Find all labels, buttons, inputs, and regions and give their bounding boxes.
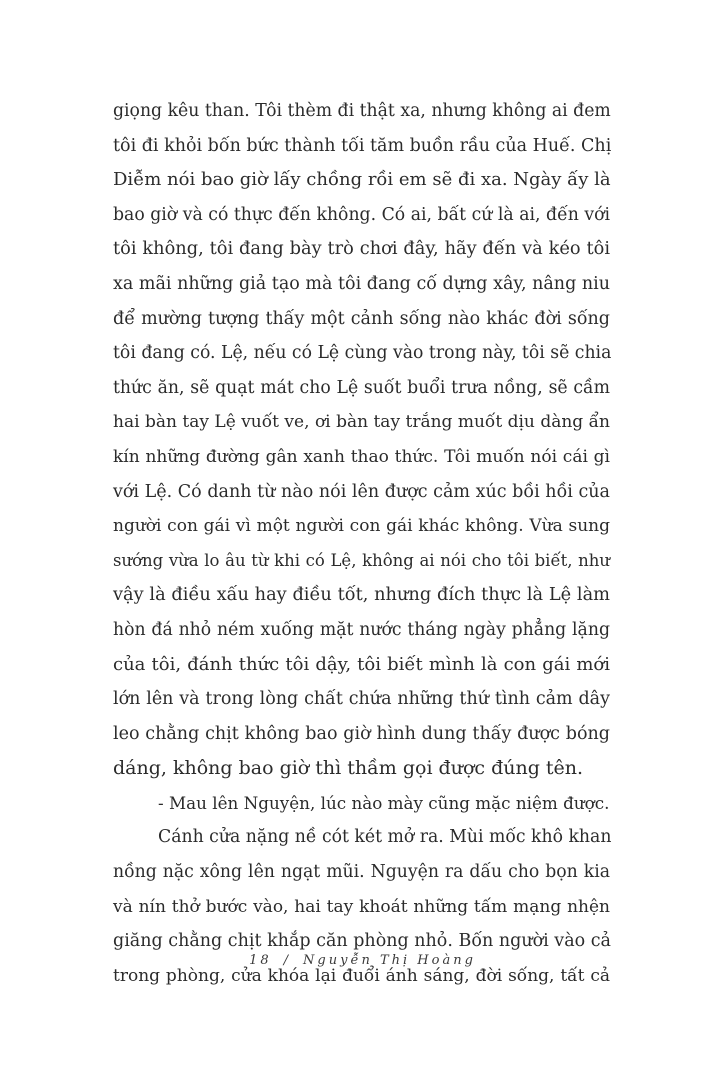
text-line: kín những đường gân xanh thao thức. Tôi muốn nói cái gì: [113, 446, 610, 467]
text-line: và nín thở bước vào, hai tay khoát những tấm mạng nhện: [113, 896, 610, 917]
text-line: thức ăn, sẽ quạt mát cho Lệ suốt buổi trưa nồng, sẽ cầm: [113, 377, 610, 398]
text-line: xa mãi những giả tạo mà tôi đang cố dựng xây, nâng niu: [113, 273, 610, 294]
text-line: tôi đi khỏi bốn bức thành tối tăm buồn rầu của Huế. Chị: [113, 135, 612, 156]
footer-separator: /: [283, 953, 292, 968]
author-name: Nguyễn Thị Hoàng: [303, 953, 476, 968]
text-line: hai bàn tay Lệ vuốt ve, ơi bàn tay trắng muốt dịu dàng ẩn: [113, 412, 610, 433]
text-line: leo chằng chịt không bao giờ hình dung thấy được bóng: [113, 723, 610, 744]
text-line: nồng nặc xông lên ngạt mũi. Nguyện ra dấu cho bọn kia: [113, 862, 610, 883]
text-line: tôi đang có. Lệ, nếu có Lệ cùng vào trong này, tôi sẽ chia: [113, 343, 612, 364]
text-line: lớn lên và trong lòng chất chứa những thứ tình cảm dây: [113, 689, 610, 710]
text-line: người con gái vì một người con gái khác không. Vừa sung: [113, 516, 610, 537]
text-line: tôi không, tôi đang bày trò chơi đây, hãy đến và kéo tôi: [113, 239, 610, 260]
text-line: giọng kêu than. Tôi thèm đi thật xa, nhưng không ai đem: [113, 101, 611, 121]
text-line: với Lệ. Có danh từ nào nói lên được cảm xúc bồi hồi của: [113, 481, 610, 502]
text-line: bao giờ và có thực đến không. Có ai, bất cứ là ai, đến với: [113, 204, 610, 225]
text-line: vậy là điều xấu hay điều tốt, nhưng đích thực là Lệ làm: [113, 585, 610, 606]
text-line: dáng, không bao giờ thì thầm gọi được đúng tên.: [113, 757, 584, 780]
body-text: [113, 94, 610, 993]
text-line: hòn đá nhỏ ném xuống mặt nước tháng ngày phẳng lặng: [113, 619, 610, 640]
text-line: của tôi, đánh thức tôi dậy, tôi biết mình là con gái mới: [113, 653, 610, 675]
page-footer: [0, 953, 725, 968]
text-line: - Mau lên Nguyện, lúc nào mày cũng mặc niệm được.: [158, 792, 610, 813]
text-line: giăng chằng chịt khắp căn phòng nhỏ. Bốn người vào cả: [113, 931, 611, 952]
text-line: để mường tượng thấy một cảnh sống nào khác đời sống: [113, 308, 610, 329]
text-line: Diễm nói bao giờ lấy chồng rồi em sẽ đi xa. Ngày ấy là: [113, 169, 611, 191]
text-line: sướng vừa lo âu từ khi có Lệ, không ai nói cho tôi biết, như: [113, 550, 610, 570]
text-line: Cánh cửa nặng nề cót két mở ra. Mùi mốc khô khan: [158, 827, 612, 848]
page-number: 18: [249, 953, 272, 968]
text-line: trong phòng, cửa khóa lại đuổi ánh sáng, đời sống, tất cả: [113, 965, 610, 986]
